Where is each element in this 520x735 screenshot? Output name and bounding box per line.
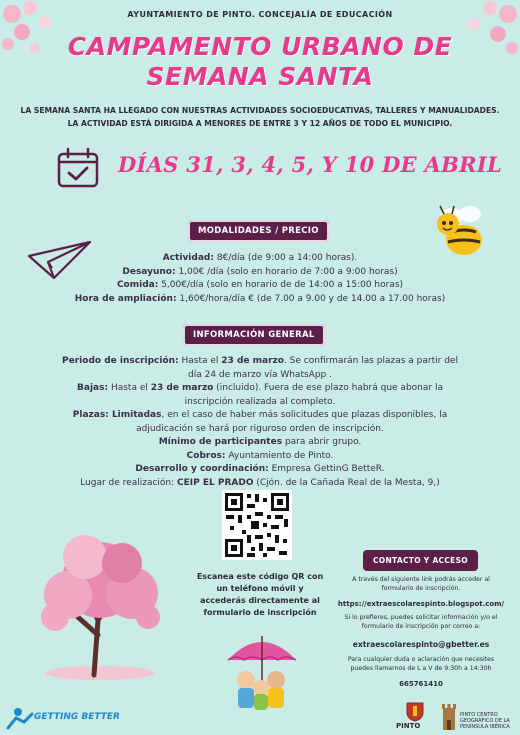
modalidad-row: Hora de ampliación: 1,60€/hora/día € (de 7.00 a 9.00 y de 14.00 a 17.00 horas) (74, 293, 446, 304)
periodo-inscripcion: Periodo de inscripción: Hasta el 23 de marzo. Se confirmarán las plazas a partir del día 24 de marzo vía WhatsApp . (62, 356, 458, 380)
modalidades-list (40, 252, 480, 306)
qr-caption: Escanea este código QR con un teléfono móvil y accederás directamente al formulario de inscripción (196, 572, 324, 617)
informacion-general (60, 355, 460, 490)
lugar-realizacion: Lugar de realización: CEIP EL PRADO (Cjón. de la Cañada Real de la Mesta, 9,) (80, 477, 440, 488)
desarrollo: Desarrollo y coordinación: Empresa GettinG BetteR. (135, 464, 385, 474)
intro-text (20, 104, 500, 130)
pinto-logo-text: PINTO (396, 722, 421, 730)
pinto-coat-of-arms-icon (404, 700, 426, 722)
activity-dates: DÍAS 31, 3, 4, 5, Y 10 DE ABRIL (118, 152, 503, 177)
getting-better-logo-text: GETTING BETTER (34, 712, 120, 722)
modalidad-row: Actividad: 8€/día (de 9:00 a 14:00 horas). (162, 253, 358, 263)
blog-link[interactable]: https://extraescolarespinto.blogspot.com/ (337, 600, 505, 608)
modalidad-row: Comida: 5,00€/día (solo en horario de de 14:00 a 15:00 horas) (116, 280, 404, 290)
plazas: Plazas: Limitadas, en el caso de haber más solicitudes que plazas disponibles, la adjudicación se hará por riguroso orden de inscripción. (72, 410, 448, 434)
intro-line-2: LA ACTIVIDAD ESTÁ DIRIGIDA A MENORES DE ENTRE 3 Y 12 AÑOS DE TODO EL MUNICIPIO. (67, 119, 453, 128)
blossom-tree-illustration (30, 525, 170, 685)
organization-line: AYUNTAMIENTO DE PINTO. CONCEJALÍA DE EDUCACIÓN (127, 10, 393, 19)
intro-line-1: LA SEMANA SANTA HA LLEGADO CON NUESTRAS ACTIVIDADES SOCIOEDUCATIVAS, TALLERES Y MANUALIDADES. (20, 106, 500, 115)
informacion-heading: INFORMACIÓN GENERAL (183, 324, 325, 346)
getting-better-logo-icon (4, 706, 34, 730)
title-line-1: CAMPAMENTO URBANO DE (67, 32, 453, 61)
email-link[interactable]: extraescolarespinto@gbetter.es (352, 640, 490, 649)
minimo-participantes: Mínimo de participantes para abrir grupo. (158, 437, 362, 447)
title-line-2: SEMANA SANTA (146, 62, 374, 91)
contacto-heading: CONTACTO Y ACCESO (363, 550, 478, 571)
pinto-centro-logo-text: PINTO CENTRO GEOGRÁFICO DE LA PENÍNSULA IBÉRICA (460, 712, 510, 730)
qr-code[interactable] (222, 490, 292, 560)
contact-text-2: Si lo prefieres, puedes solicitar información y/o el formulario de inscripción por correo a: (344, 614, 498, 630)
cobros: Cobros: Ayuntamiento de Pinto. (186, 450, 334, 461)
pinto-tower-logo-icon (440, 700, 458, 732)
children-umbrella-illustration (224, 630, 300, 712)
modalidades-heading: MODALIDADES / PRECIO (188, 220, 329, 242)
bajas: Bajas: Hasta el 23 de marzo (incluido). Fuera de ese plazo habrá que abonar la inscripción realizada al completo. (77, 383, 443, 407)
contact-text-1: A través del siguiente link podrás acceder al formulario de inscripción. (352, 576, 490, 592)
modalidad-row: Desayuno: 1,00€ /día (solo en horario de 7:00 a 9:00 horas) (122, 266, 398, 277)
calendar-check-icon (56, 147, 100, 189)
phone-number[interactable]: 665761410 (399, 680, 443, 688)
contact-text-3: Para cualquier duda o aclaración que necesites puedes llamarnos de L a V de 9:30h a 14:30h (347, 656, 495, 672)
